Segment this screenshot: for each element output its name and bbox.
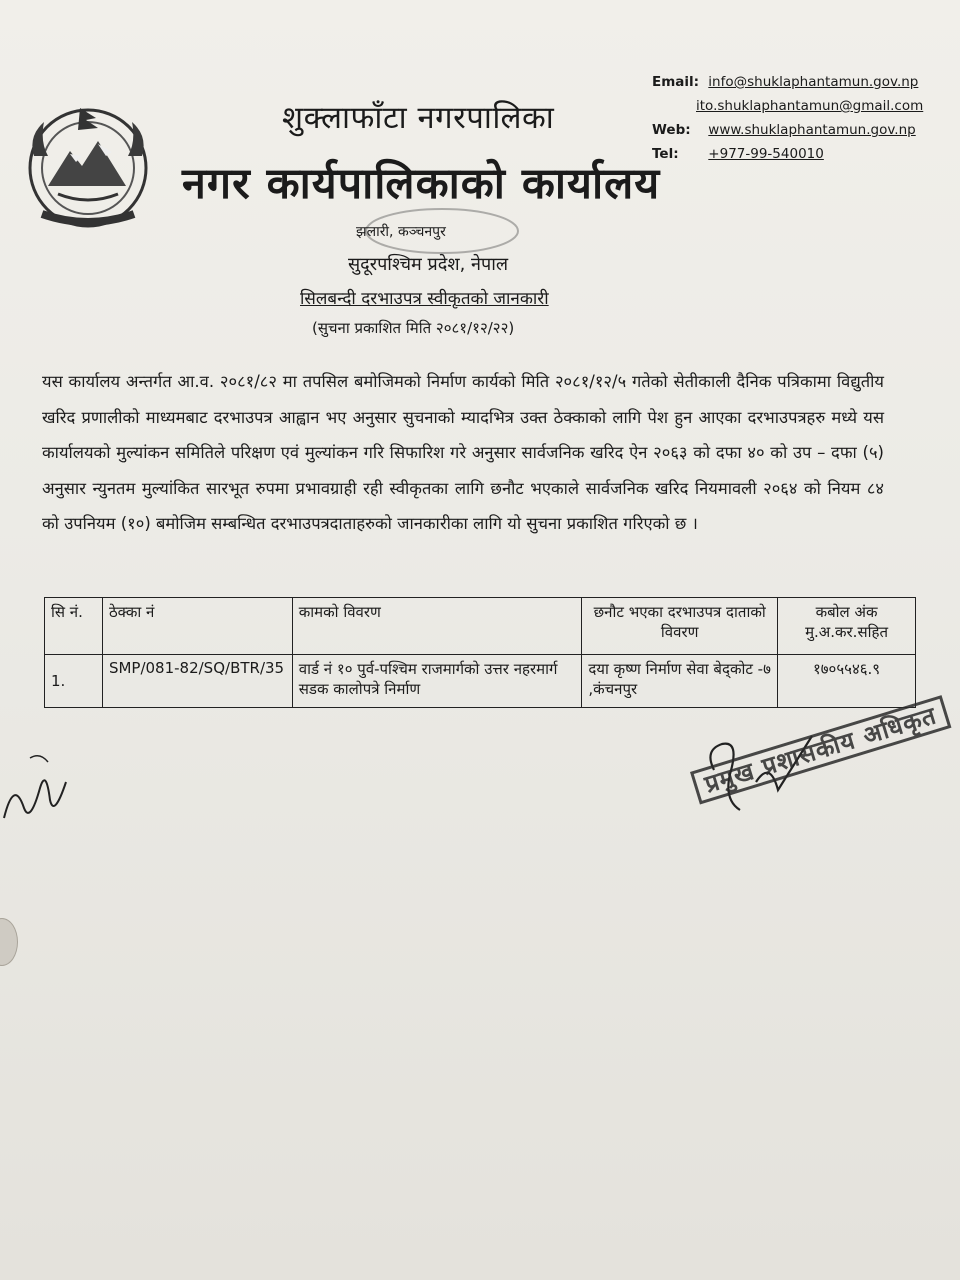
notice-subject: सिलबन्दी दरभाउपत्र स्वीकृतको जानकारी [300,289,549,309]
award-table [44,597,916,708]
email-row [652,70,923,94]
address-line-1: झलारी, कञ्चनपुर [356,224,446,240]
header-bidder: छनौट भएका दरभाउपत्र दाताको विवरण [582,598,778,655]
header-amount: कबोल अंक मु.अ.कर.सहित [778,598,916,655]
tel-number: +977-99-540010 [708,146,824,162]
email-link-2: ito.shuklaphantamun@gmail.com [696,98,924,114]
notice-published-date: (सुचना प्रकाशित मिति २०८१/१२/२२) [312,319,515,337]
address-line-2: सुदूरपश्चिम प्रदेश, नेपाल [348,254,509,275]
notice-body: यस कार्यालय अन्तर्गत आ.व. २०८१/८२ मा तपसिल बमोजिमको निर्माण कार्यको मिति २०८१/१२/५ गतेको सेतीकाली दैनिक पत्रिकामा विद्युतीय खरिद प्रणालीको माध्यमबाट दरभाउपत्र आह्वान भए अनुसार सुचनाको म्यादभित्र उक्त ठेक्काको लागि पेश हुन आएका दरभाउपत्रहरु मध्ये यस कार्यालयको मुल्यांकन समितिले परिक्षण एवं मुल्यांकन गरि सिफारिश गरे अनुसार सार्वजनिक खरिद ऐन २०६३ को दफा ४० को उप – दफा (५) अनुसार न्युनतम मुल्यांकित सारभूत रुपमा प्रभावग्राही रही स्वीकृतका लागि छनौट भएकाले सार्वजनिक खरिद नियमावली २०६४ को नियम ८४ को उपनियम (१०) बमोजिम सम्बन्धित दरभाउपत्रदाताहरुको जानकारीका लागि यो सुचना प्रकाशित गरिएको छ । [42,372,884,533]
punch-hole [0,918,18,966]
nepal-government-emblem-icon [18,96,158,236]
contact-block [652,70,923,166]
web-row [652,118,923,142]
email-link-1: info@shuklaphantamun.gov.np [708,74,919,90]
email-row-2 [652,94,923,118]
tel-row [652,142,923,166]
cell-bidder: दया कृष्ण निर्माण सेवा बेद्कोट -७ ,कंचनपुर [582,655,778,708]
email-label: Email: [652,74,700,90]
tel-label: Tel: [652,146,679,162]
cell-contract-no: SMP/081-82/SQ/BTR/35 [102,655,292,708]
web-link: www.shuklaphantamun.gov.np [708,122,916,138]
cell-sn: 1. [45,655,103,708]
table-header-row [45,598,916,655]
signature-left-icon [0,748,80,838]
municipality-name: शुक्लाफाँटा नगरपालिका [282,100,555,136]
table-row [45,655,916,708]
office-name: नगर कार्यपालिकाको कार्यालय [182,159,661,209]
cell-amount: १७०५५४६.९ [778,655,916,708]
stamp-text: प्रमुख प्रशासकीय अधिकृत [690,695,951,804]
header-description: कामको विवरण [292,598,582,655]
web-label: Web: [652,122,691,138]
header-sn: सि नं. [45,598,103,655]
header-contract-no: ठेक्का नं [102,598,292,655]
cell-description: वार्ड नं १० पुर्व-पश्चिम राजमार्गको उत्तर नहरमार्ग सडक कालोपत्रे निर्माण [292,655,582,708]
